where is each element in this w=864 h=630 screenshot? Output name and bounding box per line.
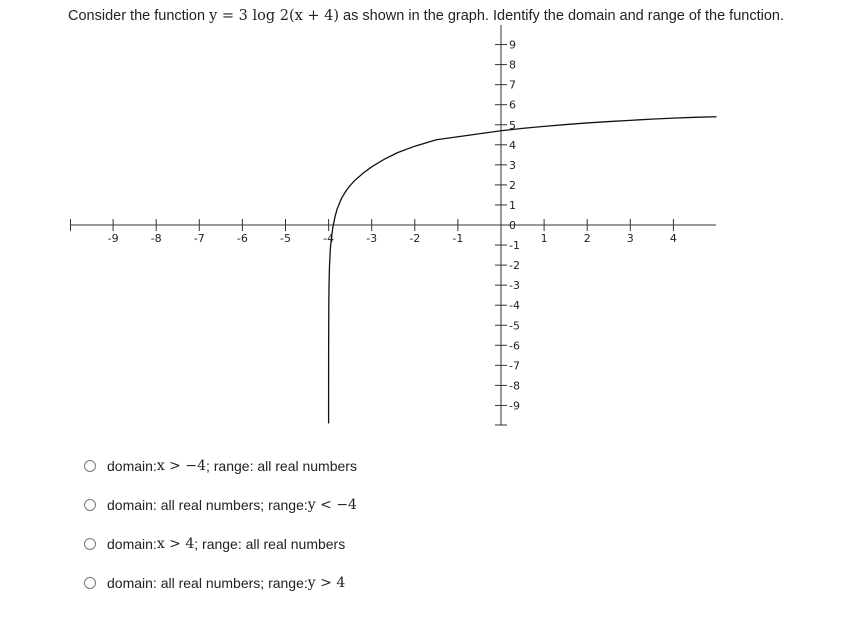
y-tick-label: -2 [509,259,520,273]
y-tick-label: 5 [509,118,516,132]
option-3-prefix: domain: [107,536,157,552]
option-2[interactable] [84,497,357,513]
option-3-suffix: ; range: all real numbers [194,536,346,552]
option-1-math: x > −4 [156,458,206,474]
function-expression: y = 3 log 2(x + 4) [209,8,340,24]
x-tick-label: -3 [366,232,378,245]
y-tick-label: 1 [509,198,516,212]
y-tick-label: -3 [509,279,520,293]
option-3-math: x > 4 [156,536,195,552]
x-tick-label: 2 [583,232,591,245]
y-tick-label: 4 [509,138,516,152]
y-tick-label: -7 [509,359,520,373]
x-tick-label: -5 [280,232,291,245]
y-tick-label: -9 [509,399,520,413]
radio-button[interactable] [84,499,96,511]
x-tick-label: 1 [540,232,548,245]
x-tick-label: 4 [669,232,677,245]
y-tick-label: 8 [509,58,516,72]
radio-button[interactable] [84,577,96,589]
x-tick-label: -1 [452,232,464,245]
option-3[interactable] [84,536,345,552]
x-tick-label: 3 [626,232,634,245]
y-tick-label: 0 [509,219,516,232]
option-4[interactable] [84,575,345,591]
x-tick-label: -9 [107,232,119,245]
y-tick-label: 9 [509,38,516,52]
y-tick-label: 2 [509,178,516,192]
question-prefix: Consider the function [68,8,210,24]
y-tick-label: 3 [509,158,516,172]
x-tick-label: -6 [236,232,248,245]
radio-button[interactable] [84,460,96,472]
x-tick-label: -7 [193,232,205,245]
x-tick-label: -4 [323,232,335,245]
y-tick-label: -4 [509,299,520,313]
option-1-suffix: ; range: all real numbers [205,458,357,474]
y-tick-label: 6 [509,98,516,112]
y-tick-label: -5 [509,319,520,333]
y-tick-label: -8 [509,379,520,393]
option-2-prefix: domain: all real numbers; range: [107,497,308,513]
option-4-math: y > 4 [307,575,346,591]
option-1[interactable] [84,458,357,474]
question-suffix: as shown in the graph. Identify the domain and range of the function. [339,8,784,24]
x-tick-label: -2 [409,232,421,245]
y-tick-label: 7 [509,78,516,92]
option-4-prefix: domain: all real numbers; range: [107,575,308,591]
function-curve [329,117,717,424]
x-tick-label: -8 [150,232,162,245]
y-tick-label: -1 [509,239,520,253]
option-2-math: y < −4 [307,497,357,513]
radio-button[interactable] [84,538,96,550]
option-1-prefix: domain: [107,458,157,474]
y-tick-label: -6 [509,339,520,353]
